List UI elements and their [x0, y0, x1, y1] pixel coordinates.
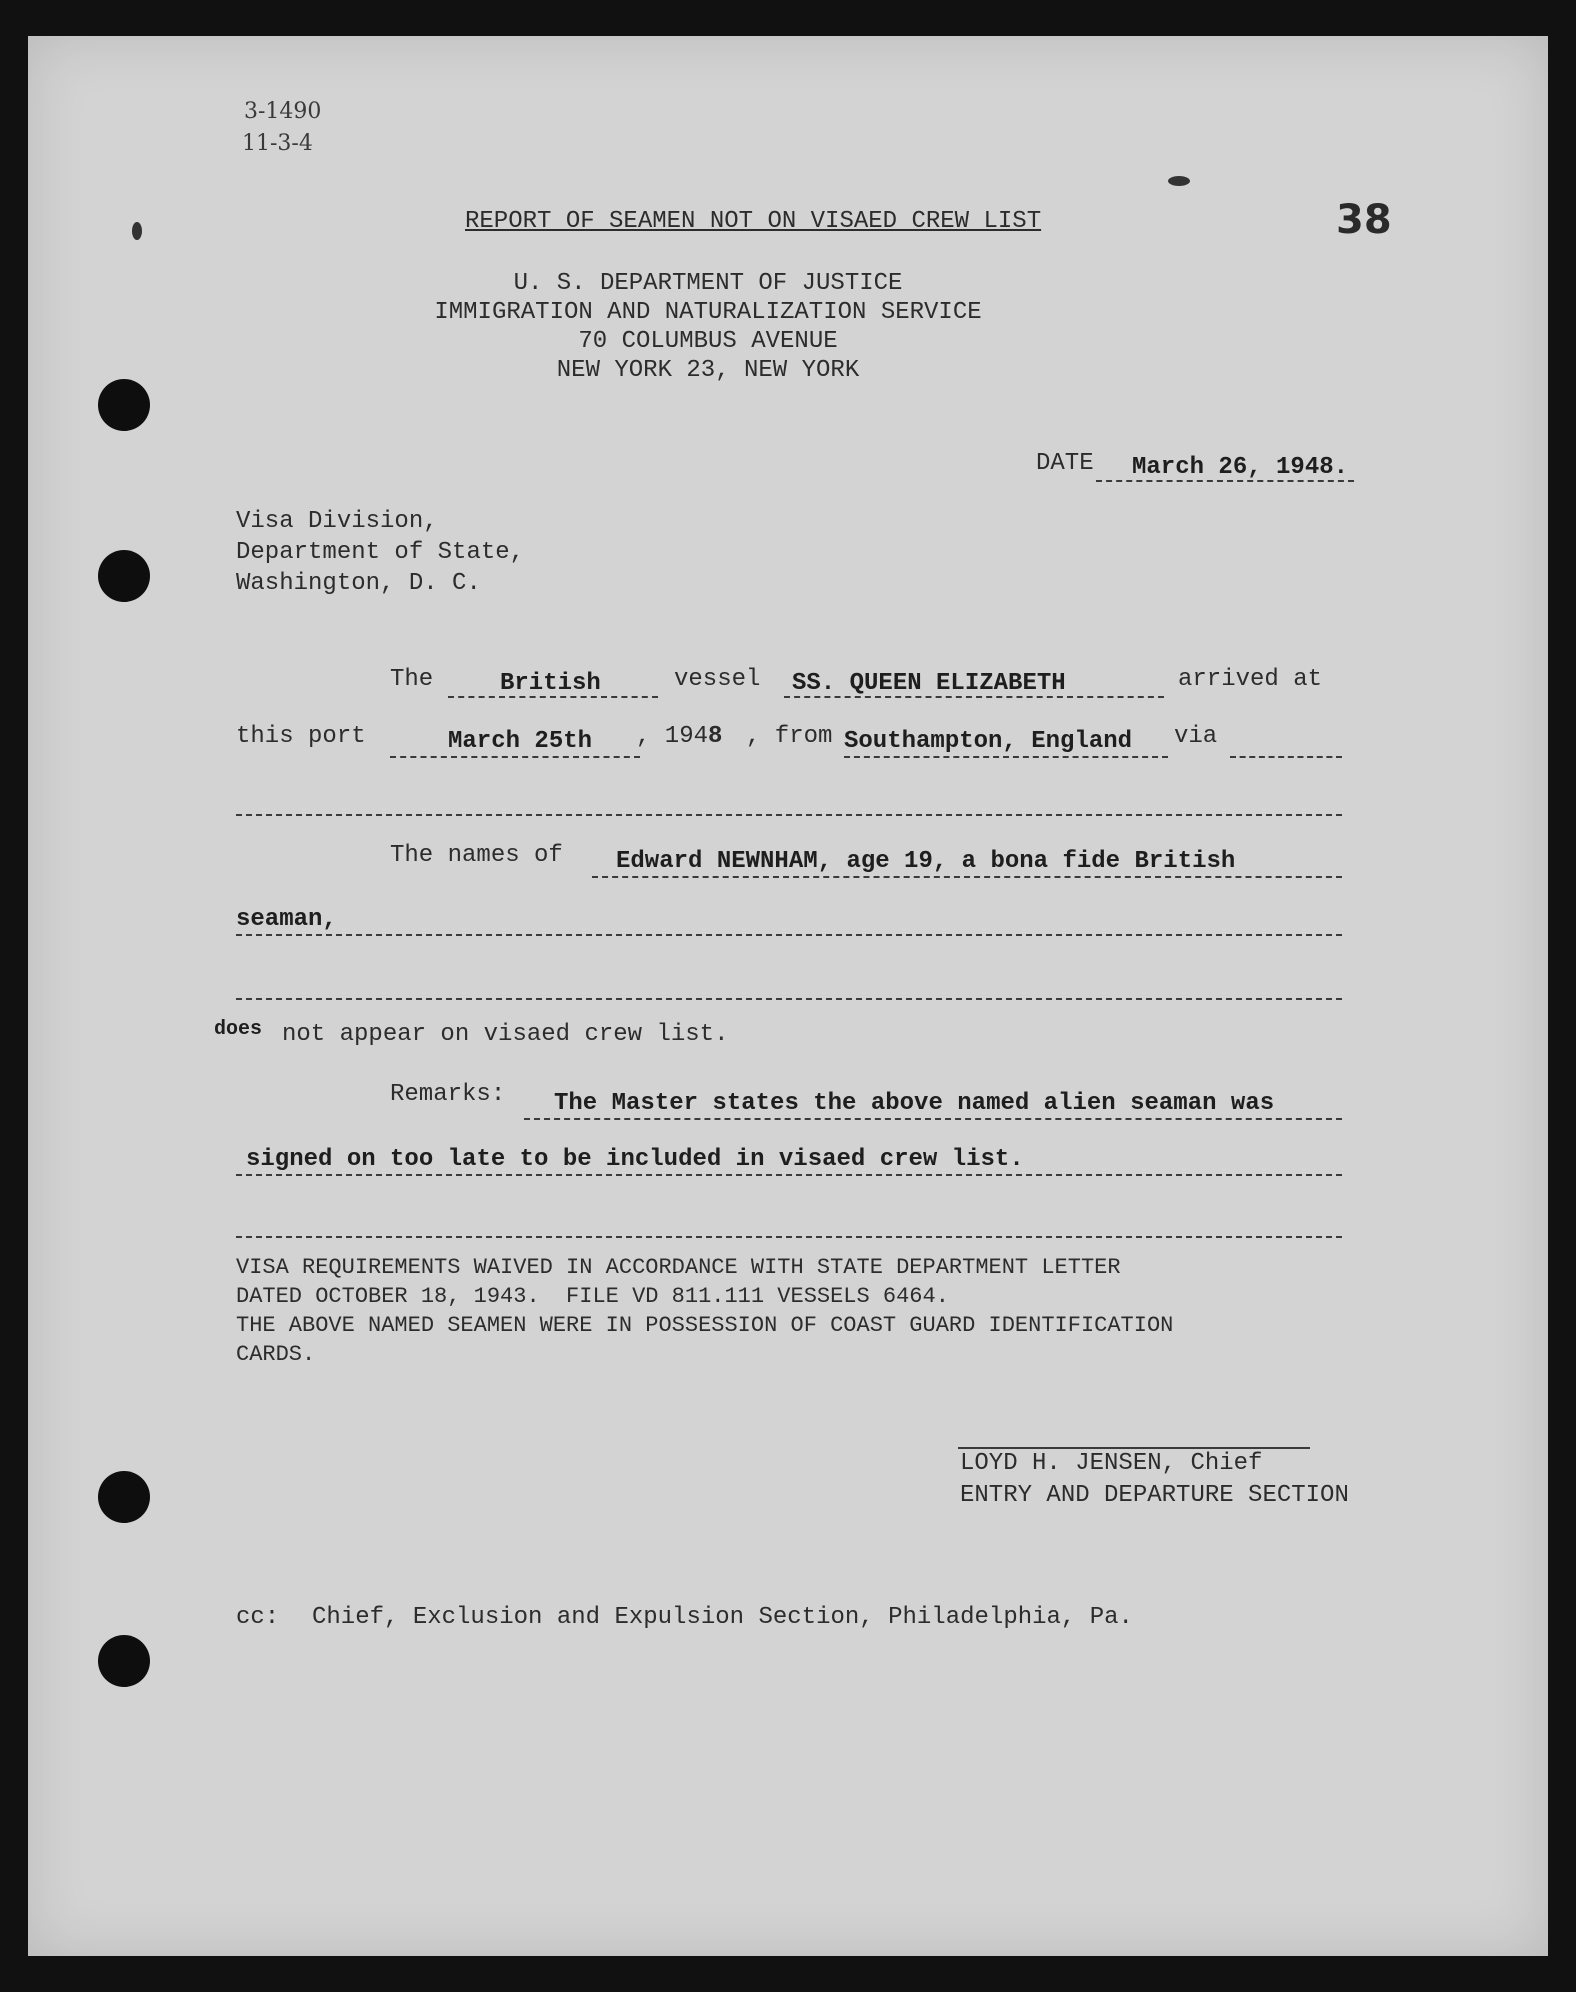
blank-line-1	[236, 814, 1342, 816]
seaman-line1: Edward NEWNHAM, age 19, a bona fide British	[616, 848, 1236, 875]
waiver-line2: DATED OCTOBER 18, 1943. FILE VD 811.111 VESSELS 6464.	[236, 1284, 949, 1309]
addressee-line1: Visa Division,	[236, 508, 438, 535]
document-title: REPORT OF SEAMEN NOT ON VISAED CREW LIST	[465, 208, 1042, 235]
via-label: via	[1174, 723, 1218, 750]
punch-hole-4	[98, 1635, 150, 1687]
ink-spot	[1168, 176, 1190, 186]
page-number: 38	[1336, 197, 1392, 243]
addressee-line3: Washington, D. C.	[236, 570, 481, 597]
arrival-date: March 25th	[448, 728, 593, 755]
does-word: does	[214, 1018, 263, 1041]
year-label: , 1948	[636, 723, 723, 750]
seaman-line1-underline	[592, 876, 1342, 878]
addressee-line2: Department of State,	[236, 539, 525, 566]
vessel-nationality: British	[500, 670, 601, 697]
waiver-line1: VISA REQUIREMENTS WAIVED IN ACCORDANCE WITH STATE DEPARTMENT LETTER	[236, 1255, 1121, 1280]
remarks-line1-underline	[524, 1118, 1342, 1120]
signature-line	[958, 1447, 1310, 1449]
date-value: March 26, 1948.	[1132, 454, 1349, 481]
cc-label: cc:	[236, 1604, 280, 1631]
punch-hole-1	[98, 379, 150, 431]
punch-hole-3	[98, 1471, 150, 1523]
file-ref-line1: 3-1490	[244, 99, 322, 124]
from-label: , from	[746, 723, 833, 750]
seaman-line2-underline	[236, 934, 1342, 936]
arrival-date-underline	[390, 756, 640, 758]
arrived-label: arrived at	[1178, 666, 1323, 693]
signer-name: LOYD H. JENSEN, Chief	[960, 1450, 1263, 1477]
blank-line-2	[236, 998, 1342, 1000]
cc-text: Chief, Exclusion and Expulsion Section, Philadelphia, Pa.	[312, 1604, 1133, 1631]
agency-line1: U. S. DEPARTMENT OF JUSTICE	[513, 270, 903, 297]
date-label: DATE	[1036, 450, 1094, 477]
waiver-line4: CARDS.	[236, 1342, 316, 1367]
remarks-line2: signed on too late to be included in visaed crew list.	[246, 1146, 1024, 1173]
file-ref-line2: 11-3-4	[242, 131, 313, 156]
remarks-line2-underline	[236, 1174, 1342, 1176]
remarks-line1: The Master states the above named alien seaman was	[554, 1090, 1275, 1117]
vessel-label: vessel	[674, 666, 761, 693]
vessel-the-label: The	[390, 666, 434, 693]
origin: Southampton, England	[844, 728, 1133, 755]
agency-line2: IMMIGRATION AND NATURALIZATION SERVICE	[434, 299, 982, 326]
remarks-label: Remarks:	[390, 1081, 506, 1108]
agency-line4: NEW YORK 23, NEW YORK	[556, 357, 860, 384]
via-underline	[1230, 756, 1342, 758]
port-label: this port	[236, 723, 366, 750]
origin-underline	[844, 756, 1168, 758]
punch-hole-2	[98, 550, 150, 602]
signer-title: ENTRY AND DEPARTURE SECTION	[960, 1482, 1349, 1509]
document-page	[28, 36, 1548, 1956]
seaman-line2: seaman,	[236, 906, 337, 933]
blank-line-3	[236, 1236, 1342, 1238]
waiver-line3: THE ABOVE NAMED SEAMEN WERE IN POSSESSION OF COAST GUARD IDENTIFICATION	[236, 1313, 1174, 1338]
vessel-name: SS. QUEEN ELIZABETH	[792, 670, 1066, 697]
ink-spot	[132, 222, 142, 240]
names-label: The names of	[390, 842, 563, 869]
appear-text: not appear on visaed crew list.	[282, 1021, 729, 1048]
agency-line3: 70 COLUMBUS AVENUE	[578, 328, 838, 355]
